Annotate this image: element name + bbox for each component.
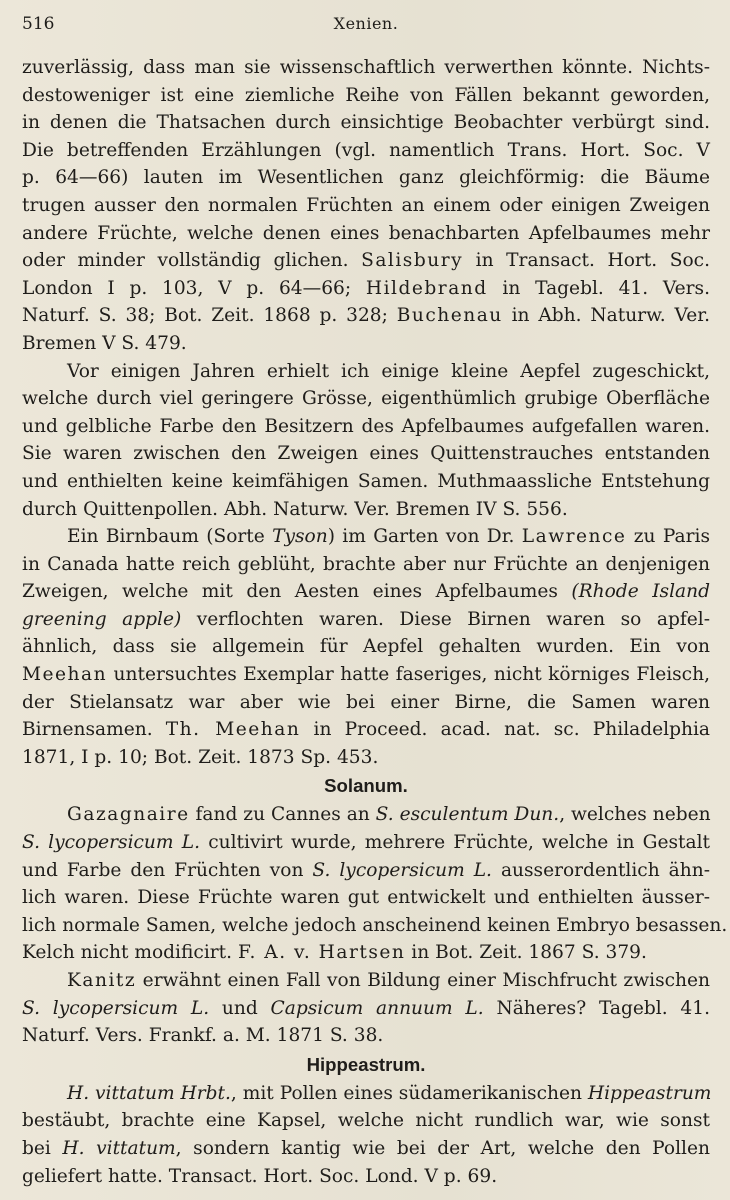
variety-name: Tyson [272,526,328,548]
author-name: Hildebrand [365,277,488,299]
text-line [22,523,710,551]
variety-name: (Rhode Island [571,581,710,603]
text-segment: Birnensamen. [22,719,153,741]
page-header [22,14,710,54]
text-line [22,302,710,330]
author-name: Kanitz [67,970,137,991]
author-name: Th. Meehan [165,719,301,741]
text-segment: Kelch nicht modificirt. [22,942,233,964]
text-line: durch Quittenpollen. Abh. Naturw. Ver. Bremen IV S. 556. [22,498,568,520]
paragraph-6 [22,1080,710,1190]
variety-name: greening apple) [22,608,182,630]
text-segment: fand zu Cannes an [189,804,376,826]
section-heading-hippeastrum: Hippeastrum. [306,1053,426,1075]
text-segment: zu Paris [626,526,710,548]
author-name: Salisbury [361,250,464,272]
text-segment: cultivirt wurde, mehrere Früchte, welche in Gestalt [200,832,710,854]
text-line: in denen die Thatsachen durch einsichtige Beobachter verbürgt sind. [22,112,710,134]
text-line: p. 64—66) lauten im Wesentlichen ganz gleichförmig: die Bäume [22,167,710,189]
text-segment: in Abh. Naturw. Ver. [502,305,710,327]
page-body [22,54,728,1190]
text-segment: verflochten waren. Diese Birnen waren so apfel- [181,608,710,630]
text-line: destoweniger ist eine ziemliche Reihe von Fällen bekannt geworden, [22,84,710,106]
text-line: in Canada hatte reich geblüht, brachte aber nur Früchte an denjenigen [22,553,710,575]
species-name: S. lycopersicum L. [22,997,210,1019]
text-segment: bei [22,1137,63,1159]
text-segment: Näheres? Tagebl. 41. [483,997,710,1019]
text-line: lich waren. Diese Früchte waren gut entwickelt und enthielten äusser- [22,887,710,909]
paragraph-3 [22,523,710,771]
text-line: trugen ausser den normalen Früchten an einem oder einigen Zweigen [22,194,710,216]
text-line [22,939,710,967]
text-line [22,275,710,303]
text-segment: , sondern kantig wie bei der Art, welche den Pollen [175,1137,710,1159]
text-segment: erwähnt einen Fall von Bildung einer Mischfrucht zwischen [136,970,710,991]
text-segment: in Bot. Zeit. 1867 S. 379. [405,942,647,964]
text-segment: London I p. 103, V p. 64—66; [22,277,352,299]
author-name: Gazagnaire [67,804,190,826]
text-line: welche durch viel geringere Grösse, eigenthümlich grubige Oberfläche [22,388,710,410]
section-heading-solanum: Solanum. [324,775,408,797]
text-segment: in Transact. Hort. Soc. [463,250,710,272]
text-line [22,606,710,634]
text-line: Bremen V S. 479. [22,332,187,354]
text-line [22,247,710,275]
text-line: der Stielansatz war aber wie bei einer Birne, die Samen waren [22,691,710,713]
text-line: andere Früchte, welche denen eines benachbarten Apfelbaumes mehr [22,222,710,244]
text-line [22,995,710,1023]
text-line [22,857,710,885]
running-title: Xenien. [333,14,399,33]
text-line: Vor einigen Jahren erhielt ich einige kleine Aepfel zugeschickt, [67,360,710,382]
text-segment: , mit Pollen eines südamerikanischen [230,1082,588,1104]
text-segment: ausserordentlich ähn- [491,859,710,881]
text-line: geliefert hatte. Transact. Hort. Soc. Lond. V p. 69. [22,1165,498,1187]
text-segment: ) im Garten von Dr. [327,526,515,548]
text-segment: und Farbe den Früchten von [22,859,313,881]
author-name: Lawrence [521,526,627,548]
text-line [22,578,710,606]
paragraph-2 [22,358,710,524]
text-line: 1871, I p. 10; Bot. Zeit. 1873 Sp. 453. [22,746,379,768]
text-segment: Ein Birnbaum (Sorte [67,526,273,548]
author-name: Buchenau [396,305,503,327]
species-name: S. lycopersicum L. [22,832,200,854]
text-line [22,716,710,744]
text-segment: in Proceed. acad. nat. sc. Philadelphia [300,719,710,741]
genus-name: Hippeastrum [587,1082,712,1104]
text-line [22,801,710,829]
text-line: Die betreffenden Erzählungen (vgl. namentlich Trans. Hort. Soc. V [22,139,710,161]
text-line: lich normale Samen, welche jedoch anscheinend keinen Embryo besassen. [22,914,728,936]
text-line [22,967,710,995]
species-name: S. esculentum Dun. [375,804,560,826]
text-line [22,1135,710,1163]
page-number: 516 [22,14,55,34]
species-name: S. lycopersicum L. [312,859,492,881]
author-name: F. A. v. Hartsen [237,942,406,964]
text-line: ähnlich, dass sie allgemein für Aepfel gehalten wurden. Ein von [22,636,710,658]
text-segment: und [209,997,271,1019]
text-line: Sie waren zwischen den Zweigen eines Quittenstrauches entstanden [22,443,710,465]
text-line: und enthielten keine keimfähigen Samen. Muthmaassliche Entstehung [22,470,710,492]
text-segment: in Tagebl. 41. Vers. [487,277,710,299]
author-name: Meehan [22,664,108,686]
text-segment: Zweigen, welche mit den Aesten eines Apfelbaumes [22,581,558,603]
species-name: Capsicum annuum L. [270,997,484,1019]
text-segment: , welches neben [559,804,711,826]
species-name: H. vittatum [62,1137,176,1159]
text-line: und gelbliche Farbe den Besitzern des Apfelbaumes aufgefallen waren. [22,415,710,437]
text-line [22,829,710,857]
paragraph-4 [22,801,728,967]
paragraph-1 [22,54,710,358]
text-segment: oder minder vollständig glichen. [22,250,349,272]
text-line: Naturf. Vers. Frankf. a. M. 1871 S. 38. [22,1025,384,1047]
text-segment: Naturf. S. 38; Bot. Zeit. 1868 p. 328; [22,305,388,327]
text-line [22,1080,710,1108]
text-segment: untersuchtes Exemplar hatte faseriges, nicht körniges Fleisch, [107,664,710,686]
paragraph-5 [22,967,710,1050]
text-line: bestäubt, brachte eine Kapsel, welche nicht rundlich war, wie sonst [22,1110,710,1132]
text-line [22,661,710,689]
species-name: H. vittatum Hrbt. [67,1082,231,1104]
text-line: zuverlässig, dass man sie wissenschaftlich verwerthen könnte. Nichts- [22,57,710,78]
